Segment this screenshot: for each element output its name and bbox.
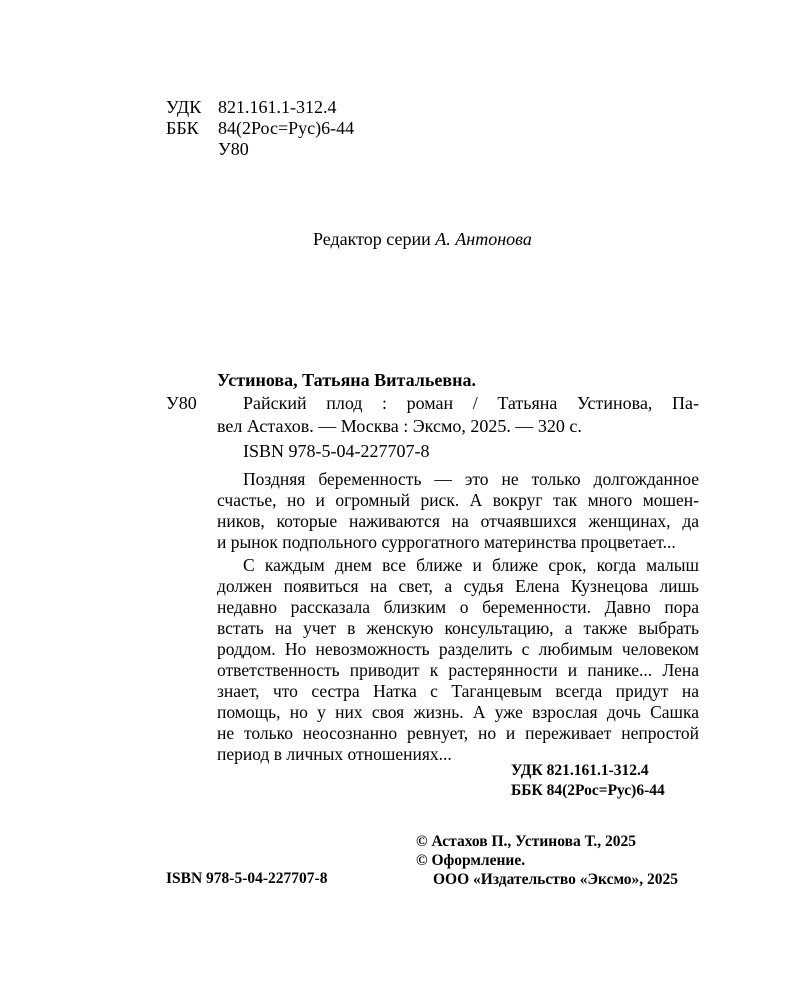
annotation-p2-line: период в личных отношениях... [217, 744, 452, 764]
annotation-p1-line: ников, которые наживаются на отчаявшихся женщинах, да [217, 511, 699, 531]
bottom-bbk: ББК 84(2Рос=Рус)6-44 [511, 782, 665, 799]
annotation-p2-line: роддом. Но невозможность разделить с любимым человеком [217, 639, 699, 659]
bbk-row [166, 118, 354, 139]
copyright-line-3: ООО «Издательство «Эксмо», 2025 [433, 871, 679, 888]
annotation-p1-line: Поздняя беременность — это не только долгожданное [243, 469, 699, 489]
editor-name: А. Антонова [435, 229, 532, 249]
annotation-p1-line: счастье, но и огромный риск. А вокруг так много мошен- [217, 490, 699, 510]
annotation-p2-line: должен появиться на свет, а судья Елена Кузнецова лишь [217, 576, 699, 596]
editor-prefix: Редактор серии [313, 229, 431, 249]
annotation-p2-line: встать на учет в женскую консультацию, а также выбрать [217, 618, 699, 638]
bibliographic-line-2: вел Астахов. — Москва : Эксмо, 2025. — 320 с. [217, 416, 582, 436]
bbk-value: 84(2Рос=Рус)6-44 [218, 118, 355, 138]
series-editor [313, 229, 532, 250]
annotation-p2-line: недавно рассказала близким о беременности. Давно пора [217, 597, 699, 617]
copyright-line-1: © Астахов П., Устинова Т., 2025 [416, 833, 636, 850]
annotation-p2-line: С каждым днем все ближе и ближе срок, когда малыш [243, 555, 699, 575]
isbn-bottom: ISBN 978-5-04-227707-8 [166, 870, 328, 887]
annotation-p2-line: ответственность приводит к растерянности и панике... Лена [217, 660, 699, 680]
udk-label: УДК [166, 97, 202, 117]
index-mark: У80 [166, 393, 197, 413]
bibliographic-isbn: ISBN 978-5-04-227707-8 [243, 441, 430, 461]
bottom-udk: УДК 821.161.1-312.4 [511, 762, 649, 779]
bbk-label: ББК [166, 118, 199, 138]
index-code: У80 [218, 139, 249, 159]
index-code-row [166, 139, 249, 160]
annotation-p2-line: знает, что сестра Натка с Таганцевым всегда придут на [217, 681, 699, 701]
bibliographic-line-1: Райский плод : роман / Татьяна Устинова, Па- [243, 393, 699, 413]
copyright-line-2: © Оформление. [416, 852, 526, 869]
annotation-p1-line: и рынок подпольного суррогатного материнства процветает... [217, 532, 676, 552]
author-heading: Устинова, Татьяна Витальевна. [217, 370, 476, 390]
annotation-p2-line: помощь, но у них своя жизнь. А уже взрослая дочь Сашка [217, 702, 699, 722]
annotation-p2-line: не только неосознанно ревнует, но и переживает непростой [217, 723, 699, 743]
udk-value: 821.161.1-312.4 [218, 97, 337, 117]
udk-row [166, 97, 337, 118]
